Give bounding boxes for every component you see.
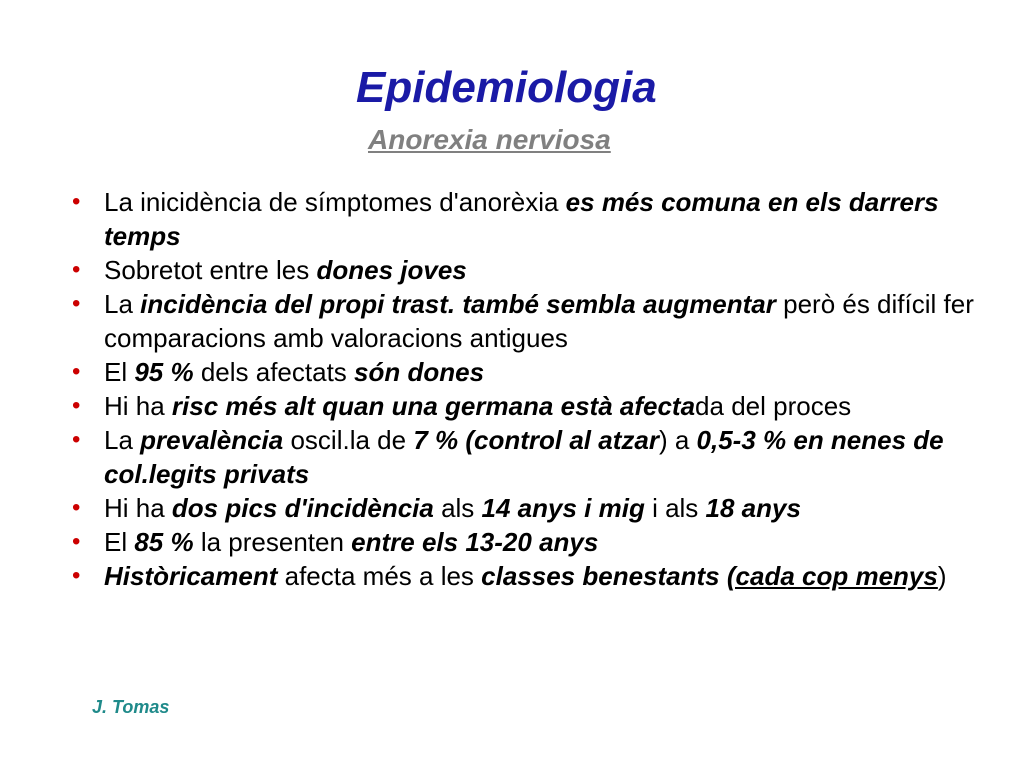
bullet-marker: • bbox=[72, 562, 81, 589]
author-credit: J. Tomas bbox=[92, 697, 170, 717]
bullet-text-segment: Històricament bbox=[104, 561, 278, 591]
bullet-marker: • bbox=[72, 494, 81, 521]
bullet-text-segment: incidència del propi trast. també sembla augmentar bbox=[140, 289, 776, 319]
bullet-text-segment: es més comuna en els darrers temps bbox=[104, 187, 939, 251]
bullet-marker: • bbox=[72, 528, 81, 555]
bullet-item bbox=[72, 559, 992, 593]
bullet-text-segment: oscil.la de bbox=[283, 425, 414, 455]
bullet-marker: • bbox=[72, 256, 81, 283]
bullet-text-segment: dones joves bbox=[316, 255, 467, 285]
bullet-item bbox=[72, 525, 992, 559]
bullet-marker: • bbox=[72, 290, 81, 317]
bullet-text-segment: 7 % (control al atzar bbox=[413, 425, 659, 455]
bullet-text-segment: afecta més a les bbox=[277, 561, 482, 591]
bullet-item bbox=[72, 287, 992, 355]
bullet-text-segment: (cada cop menys bbox=[726, 561, 938, 591]
bullet-text-segment: són dones bbox=[354, 357, 485, 387]
bullet-text-segment: la presenten bbox=[193, 527, 352, 557]
bullet-text-segment: classes benestants bbox=[481, 561, 727, 591]
bullet-text-segment: dels afectats bbox=[193, 357, 355, 387]
bullet-text-segment: dos pics d'incidència bbox=[171, 493, 434, 523]
bullet-text-segment: La inicidència de símptomes d'anorèxia bbox=[104, 187, 566, 217]
bullet-text-segment: 0,5-3 % en nenes de col.legits privats bbox=[104, 425, 944, 489]
bullet-text-segment: als bbox=[433, 493, 482, 523]
bullet-text-segment: El bbox=[104, 357, 135, 387]
bullet-list bbox=[72, 185, 992, 593]
bullet-text-segment: prevalència bbox=[140, 425, 284, 455]
bullet-text-segment: ) a bbox=[658, 425, 697, 455]
bullet-text-segment: risc més alt quan una germana està afecta bbox=[171, 391, 696, 421]
bullet-text-segment: 14 anys i mig bbox=[481, 493, 645, 523]
bullet-text-segment: 85 % bbox=[134, 527, 194, 557]
bullet-marker: • bbox=[72, 188, 81, 215]
bullet-marker: • bbox=[72, 392, 81, 419]
bullet-text-segment: Sobretot entre les bbox=[104, 255, 317, 285]
bullet-text-segment: da del proces bbox=[695, 391, 852, 421]
bullet-text-segment: La bbox=[104, 289, 141, 319]
bullet-text-segment: ) bbox=[937, 561, 947, 591]
bullet-text-segment: 95 % bbox=[134, 357, 194, 387]
bullet-marker: • bbox=[72, 358, 81, 385]
bullet-item bbox=[72, 185, 992, 253]
bullet-marker: • bbox=[72, 426, 81, 453]
bullet-text-segment: La bbox=[104, 425, 141, 455]
bullet-item bbox=[72, 253, 992, 287]
bullet-item bbox=[72, 389, 992, 423]
bullet-text-segment: El bbox=[104, 527, 135, 557]
bullet-text-segment: Hi ha bbox=[104, 493, 172, 523]
bullet-text-segment: però és difícil fer comparacions amb valoracions antigues bbox=[104, 289, 974, 353]
bullet-item bbox=[72, 423, 992, 491]
slide-title: Epidemiologia bbox=[356, 63, 657, 112]
slide-subtitle: Anorexia nerviosa bbox=[368, 124, 611, 155]
bullet-text-segment: 18 anys bbox=[705, 493, 801, 523]
bullet-item bbox=[72, 355, 992, 389]
bullet-text-segment: entre els 13-20 anys bbox=[351, 527, 599, 557]
bullet-text-segment: Hi ha bbox=[104, 391, 172, 421]
bullet-text-segment: i als bbox=[644, 493, 706, 523]
bullet-item bbox=[72, 491, 992, 525]
